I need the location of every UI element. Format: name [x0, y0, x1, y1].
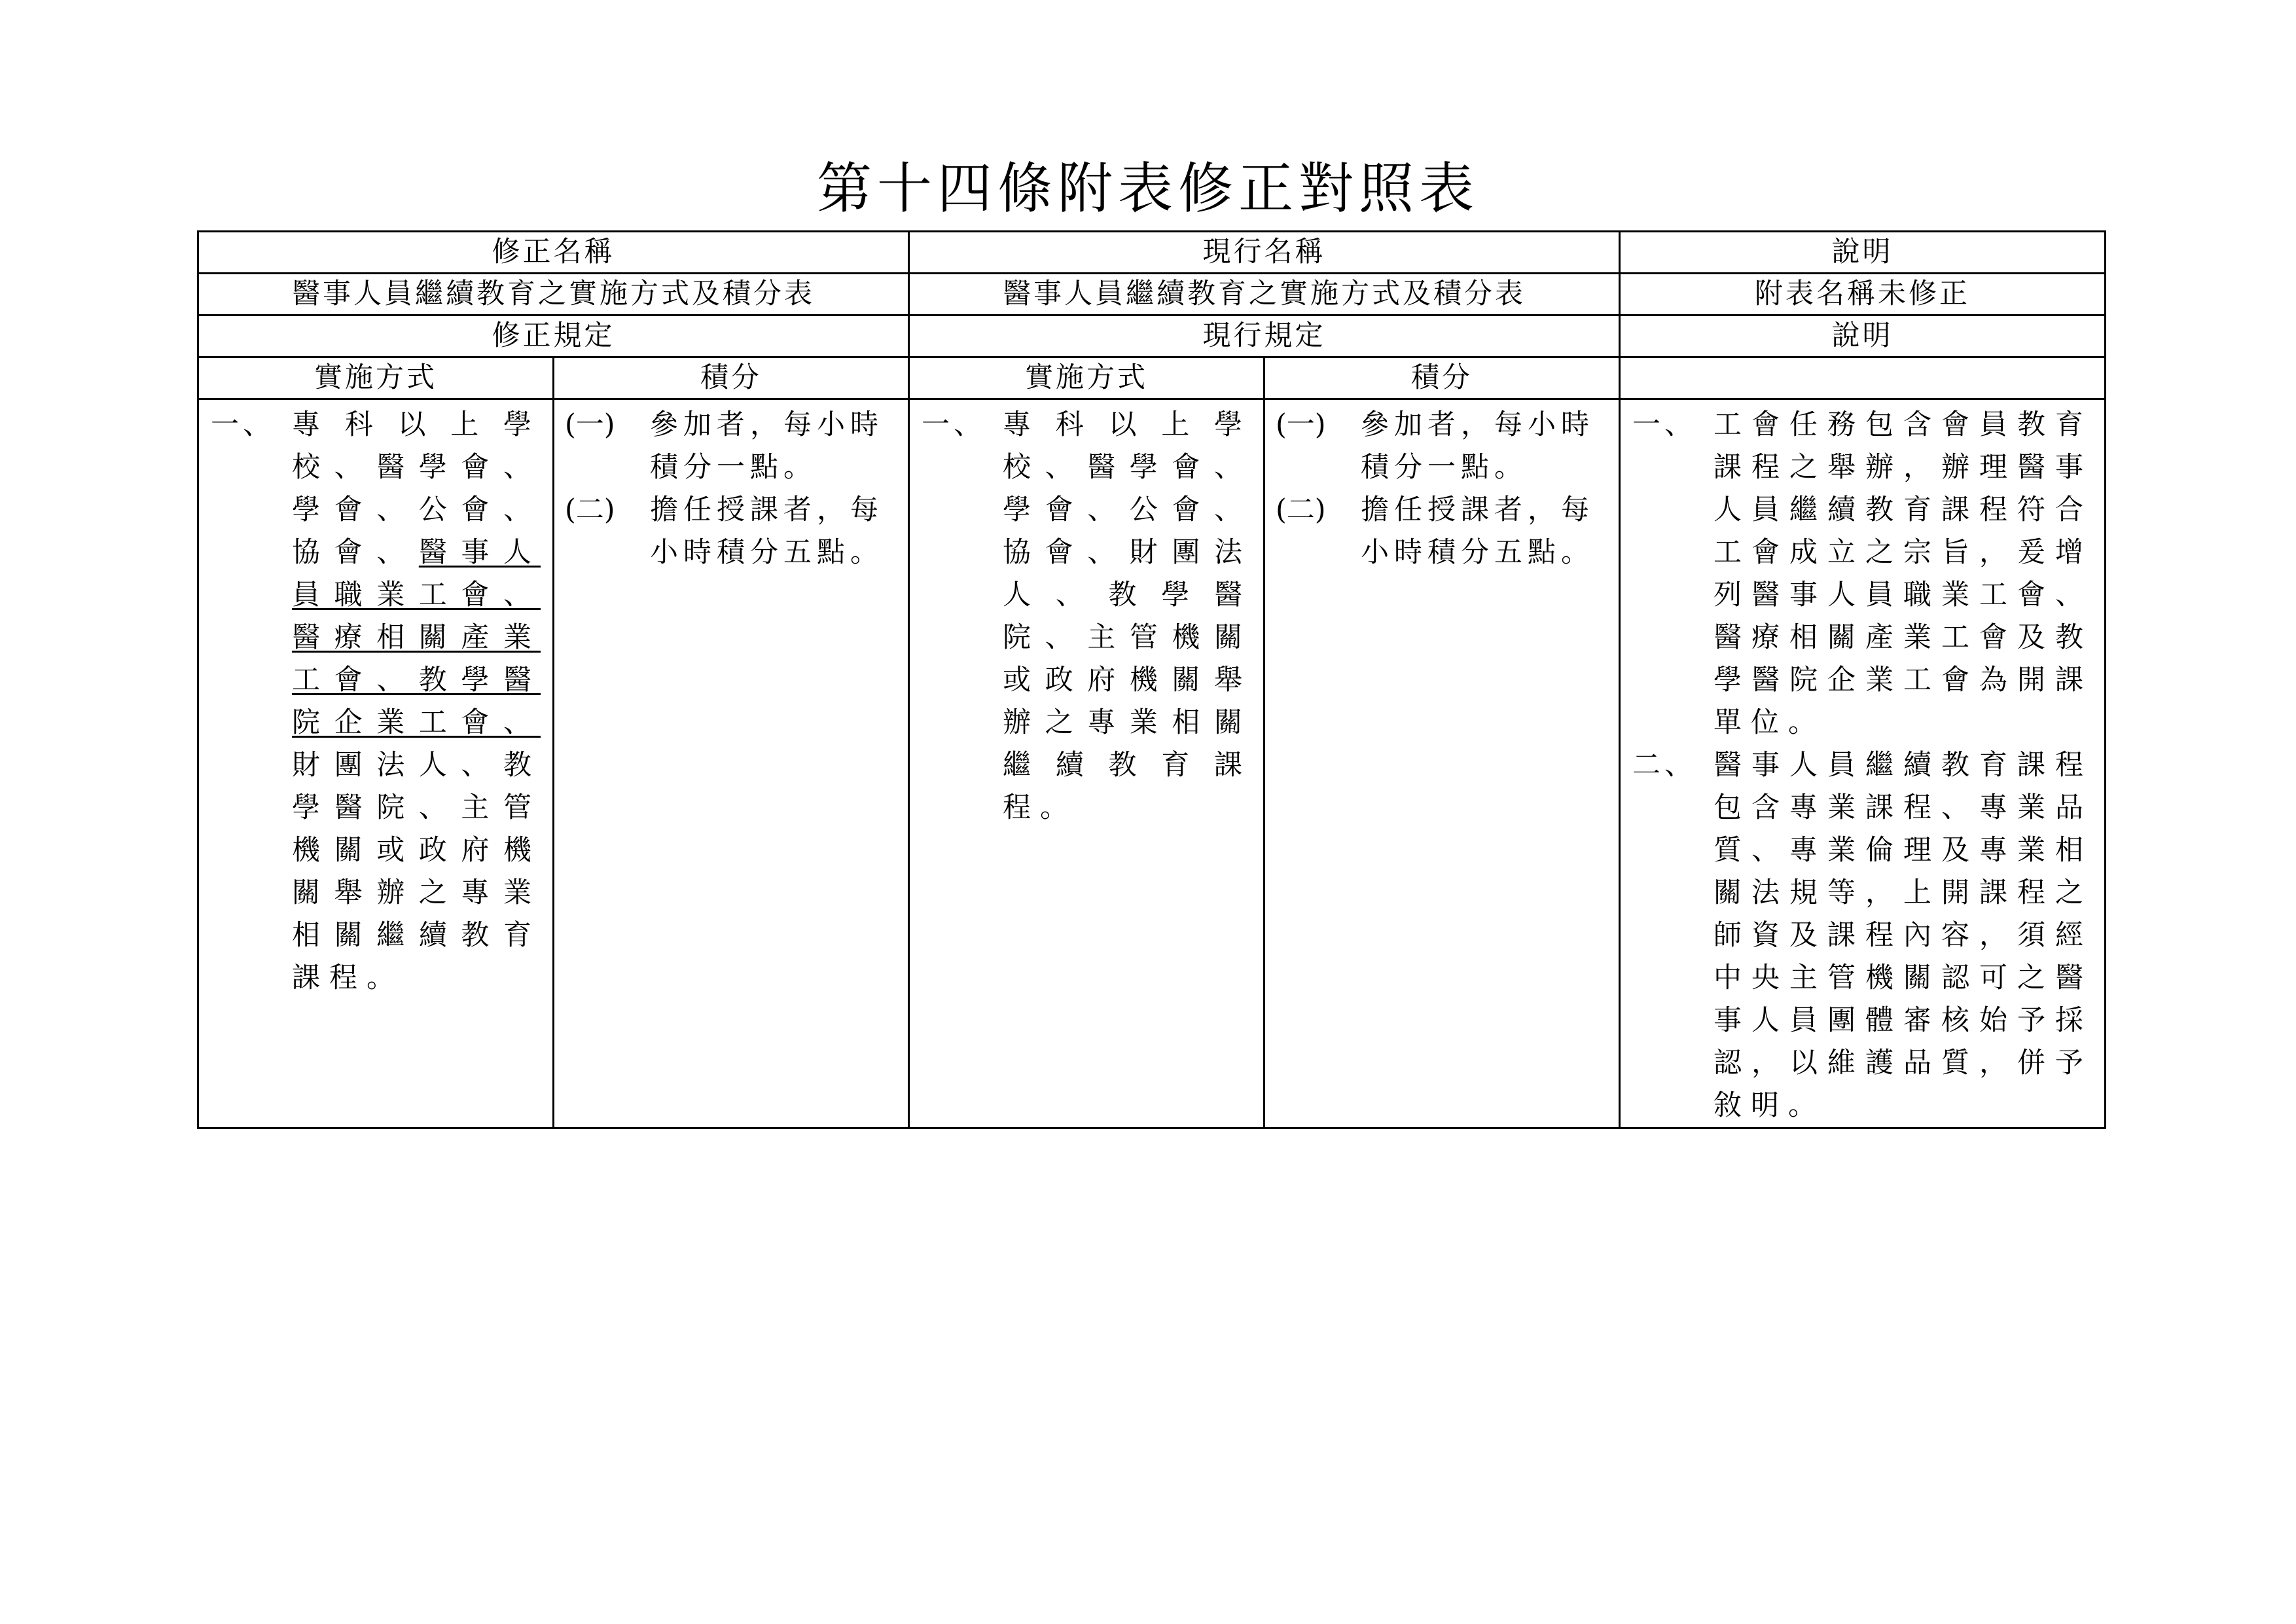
current-credit-cell [1265, 399, 1620, 1128]
comparison-table [197, 230, 2106, 1129]
amended-credit-item [565, 404, 896, 489]
amended-rule-label: 修正規定 [198, 316, 909, 357]
item-number: (二) [565, 494, 615, 526]
explanation-item [1632, 744, 2092, 1127]
amended-method-text-underlined: 醫事人員職業工會、醫療相關產業工會、教學醫院企業工會、 [292, 536, 541, 739]
item-number: 一、 [211, 408, 275, 441]
item-number: 一、 [922, 408, 986, 441]
credit-label-current: 積分 [1265, 357, 1620, 399]
name-label-row [198, 232, 2106, 274]
column-label-row [198, 357, 2106, 399]
method-label-current: 實施方式 [909, 357, 1265, 399]
explanation-text: 醫事人員繼續教育課程包含專業課程、專業品質、專業倫理及專業相關法規等，上開課程之師資及課程內容，須經中央主管機關認可之醫事人員團體審核始予採認，以維護品質，併予敘明。 [1713, 749, 2092, 1122]
explanation-text: 工會任務包含會員教育課程之舉辦，辦理醫事人員繼續教育課程符合工會成立之宗旨，爰增列醫事人員職業工會、醫療相關產業工會及教學醫院企業工會為開課單位。 [1713, 408, 2092, 739]
page-title: 第十四條附表修正對照表 [816, 156, 1479, 221]
current-method-text: 專科以上學校、醫學會、學會、公會、協會、財團法人、教學醫院、主管機關或政府機關舉辦之專業相關繼續教育課程。 [1003, 408, 1251, 824]
amended-name: 醫事人員繼續教育之實施方式及積分表 [198, 274, 909, 316]
explanation-item [1632, 404, 2092, 744]
amended-credit-item [565, 489, 896, 574]
amended-name-label: 修正名稱 [198, 232, 909, 274]
current-credit-text: 擔任授課者，每小時積分五點。 [1361, 494, 1594, 569]
explanation-label-2: 說明 [1620, 316, 2106, 357]
amended-credit-cell [554, 399, 909, 1128]
explanation-blank [1620, 357, 2106, 399]
current-method-cell [909, 399, 1265, 1128]
item-number: (二) [1276, 494, 1326, 526]
current-name-label: 現行名稱 [909, 232, 1620, 274]
current-credit-text: 參加者，每小時積分一點。 [1361, 408, 1594, 484]
method-label-amended: 實施方式 [198, 357, 554, 399]
amended-method-text-post: 財團法人、教學醫院、主管機關或政府機關舉辦之專業相關繼續教育課程。 [292, 749, 541, 994]
item-number: (一) [1276, 408, 1326, 441]
item-number: 二、 [1632, 749, 1696, 782]
explanation-label: 說明 [1620, 232, 2106, 274]
amended-credit-text: 參加者，每小時積分一點。 [650, 408, 884, 484]
amended-method-text-pre: 專科以上學校、醫學會、學會、公會、協會、 [292, 408, 541, 569]
item-number: 一、 [1632, 408, 1696, 441]
name-row [198, 274, 2106, 316]
rule-label-row [198, 316, 2106, 357]
current-name: 醫事人員繼續教育之實施方式及積分表 [909, 274, 1620, 316]
explanation-cell [1620, 399, 2106, 1128]
current-credit-item [1276, 404, 1607, 489]
amended-method-cell [198, 399, 554, 1128]
credit-label-amended: 積分 [554, 357, 909, 399]
amended-method-item [211, 404, 541, 1000]
content-row [198, 399, 2106, 1128]
amended-credit-text: 擔任授課者，每小時積分五點。 [650, 494, 884, 569]
current-method-item [922, 404, 1251, 829]
name-note: 附表名稱未修正 [1620, 274, 2106, 316]
current-credit-item [1276, 489, 1607, 574]
item-number: (一) [565, 408, 615, 441]
current-rule-label: 現行規定 [909, 316, 1620, 357]
